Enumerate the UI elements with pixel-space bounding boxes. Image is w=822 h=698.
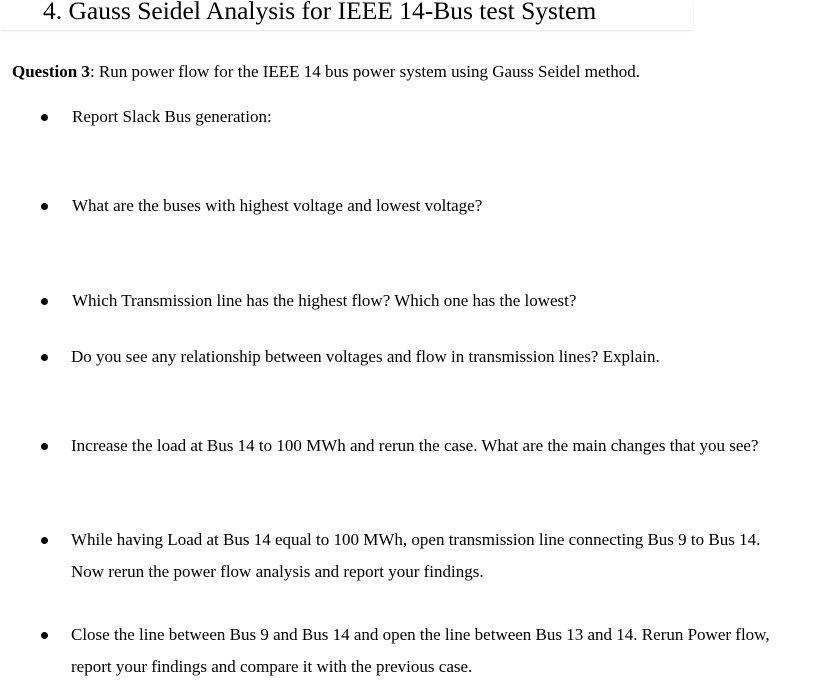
bullet-dot	[41, 298, 48, 305]
bullet-dot	[41, 632, 48, 639]
bullet-text: Which Transmission line has the highest flow? Which one has the lowest?	[72, 291, 577, 310]
section-heading: 4. Gauss Seidel Analysis for IEEE 14-Bus test System	[43, 0, 597, 25]
bullet-text: While having Load at Bus 14 equal to 100 MWh, open transmission line connecting Bus 9 to Bus 14. Now rerun the power flow analysis and report your findings.	[71, 530, 761, 581]
question-line	[12, 60, 640, 84]
bullet-dot	[41, 354, 48, 361]
bullet-text: What are the buses with highest voltage and lowest voltage?	[72, 196, 483, 215]
question-label: Question 3	[12, 62, 90, 81]
bullet-text: Close the line between Bus 9 and Bus 14 and open the line between Bus 13 and 14. Rerun Power flow, report your findings and compare it with the previous case.	[71, 625, 770, 676]
bullet-text: Report Slack Bus generation:	[72, 107, 272, 126]
bullet-text: Do you see any relationship between voltages and flow in transmission lines? Explain.	[71, 347, 660, 366]
bullet-text: Increase the load at Bus 14 to 100 MWh and rerun the case. What are the main changes that you see?	[71, 436, 759, 455]
question-text: : Run power flow for the IEEE 14 bus power system using Gauss Seidel method.	[89, 62, 640, 81]
bullet-dot	[41, 114, 48, 121]
bullet-dot	[41, 537, 48, 544]
bullet-dot	[41, 443, 48, 450]
bullet-dot	[41, 203, 48, 210]
